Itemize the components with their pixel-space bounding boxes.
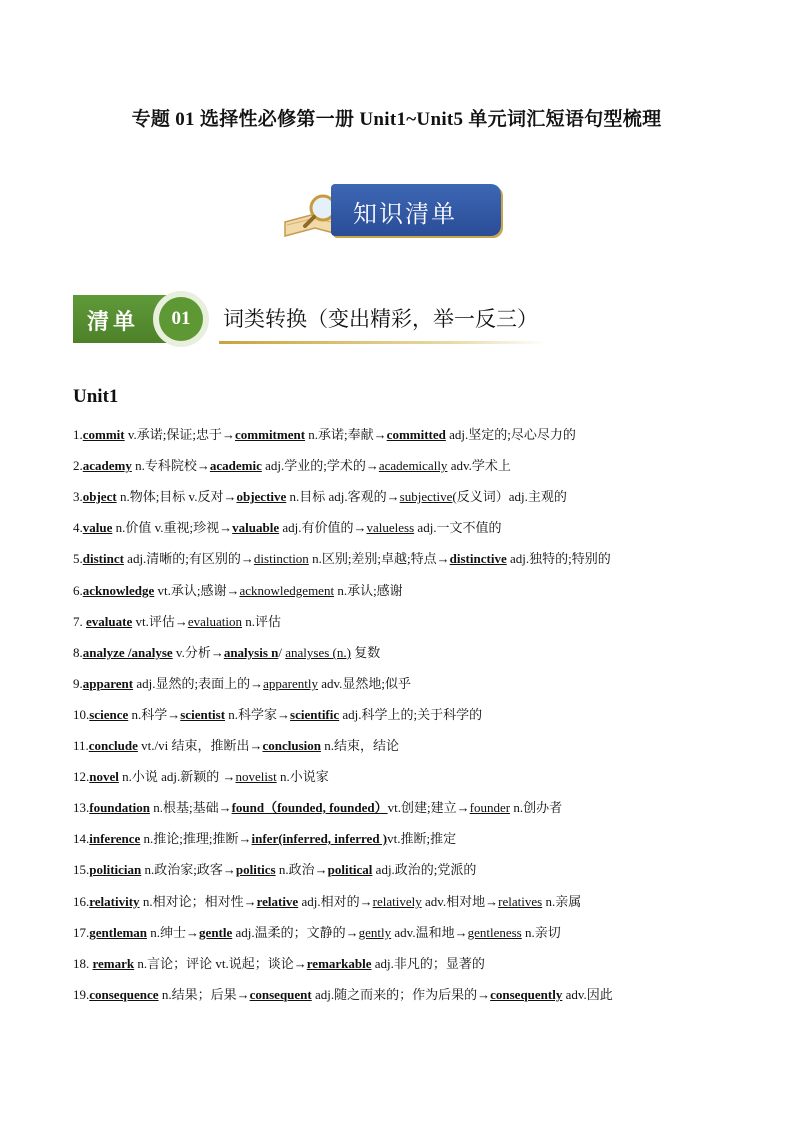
- vocab-entry: [73, 550, 611, 568]
- entry-word: science: [89, 707, 129, 722]
- entry-text: n.价值 v.重视;珍视→: [112, 520, 233, 535]
- entry-word: relatively: [372, 894, 422, 909]
- entry-word: apparently: [263, 676, 318, 691]
- entry-word: acknowledgement: [239, 583, 335, 598]
- entry-text: n.亲属: [542, 894, 582, 909]
- entry-word: gently: [358, 925, 392, 940]
- page-title: 专题 01 选择性必修第一册 Unit1~Unit5 单元词汇短语句型梳理: [131, 109, 662, 130]
- entry-word: founder: [469, 800, 511, 815]
- entry-word: acknowledge: [82, 583, 155, 598]
- entry-word: gentleness: [467, 925, 522, 940]
- entry-text: n.创办者: [510, 800, 563, 815]
- entry-word: politics: [235, 862, 276, 877]
- entry-text: n.承认;感谢: [334, 583, 403, 598]
- entry-text: 12.: [73, 769, 90, 784]
- entry-text: n.小说 adj.新颖的 →: [118, 769, 236, 784]
- vocab-entry: [73, 768, 329, 786]
- entry-text: adj.有价值的→: [279, 520, 367, 535]
- entry-word: gentle: [199, 925, 233, 940]
- vocab-entry: [73, 955, 485, 973]
- entry-text: (反义词）adj.主观的: [452, 489, 567, 504]
- vocab-entry: [73, 830, 456, 848]
- vocab-entry: [73, 737, 399, 755]
- entry-text: vt.承认;感谢→: [154, 583, 240, 598]
- entry-text: 9.: [73, 676, 83, 691]
- entry-text: 16.: [73, 894, 90, 909]
- entry-text: 3.: [73, 489, 83, 504]
- entry-text: v.分析→: [172, 645, 224, 660]
- entry-word: consequently: [490, 987, 563, 1002]
- entry-word: apparent: [82, 676, 134, 691]
- entry-word: academy: [82, 458, 132, 473]
- entry-text: adj.学业的;学术的→: [261, 458, 379, 473]
- section-heading: 词类转换（变出精彩，举一反三）: [223, 307, 538, 331]
- entry-word: valuable: [232, 520, 280, 535]
- vocab-entry: [73, 582, 403, 600]
- entry-text: 13.: [73, 800, 90, 815]
- entry-word: remark: [92, 956, 135, 971]
- entry-text: n.物体;目标 v.反对→: [116, 489, 237, 504]
- entry-text: n.相对论；相对性→: [139, 894, 257, 909]
- entry-word: relatives: [498, 894, 543, 909]
- entry-word: analysis n: [223, 645, 279, 660]
- entry-text: adj.显然的;表面上的→: [133, 676, 264, 691]
- entry-text: n.科学→: [128, 707, 181, 722]
- section-underline: [219, 341, 549, 344]
- entry-word: conclude: [88, 738, 138, 753]
- entry-text: adj.政治的;党派的: [372, 862, 477, 877]
- entry-text: adj.坚定的;尽心尽力的: [445, 427, 576, 442]
- entry-text: adv.相对地→: [421, 894, 499, 909]
- entry-text: n.专科院校→: [131, 458, 210, 473]
- entry-word: foundation: [89, 800, 150, 815]
- entry-text: 8.: [73, 645, 83, 660]
- entry-word: distinct: [82, 551, 124, 566]
- entry-text: 4.: [73, 520, 83, 535]
- section-number: 01: [159, 297, 203, 341]
- entry-text: 11.: [73, 738, 89, 753]
- entry-word: value: [82, 520, 113, 535]
- vocab-entry: [73, 488, 567, 506]
- section-header: [73, 291, 553, 349]
- vocab-entry: [73, 893, 581, 911]
- entry-text: 1.: [73, 427, 83, 442]
- entry-text: n.评估: [242, 614, 282, 629]
- entry-word: politician: [89, 862, 142, 877]
- entry-text: 19.: [73, 987, 90, 1002]
- entry-word: infer(inferred, inferred ): [251, 831, 388, 846]
- entry-text: adv.因此: [562, 987, 613, 1002]
- entry-word: commit: [82, 427, 125, 442]
- entry-text: v.承诺;保证;忠于→: [124, 427, 236, 442]
- entry-word: analyses (n.): [285, 645, 351, 660]
- entry-text: 7.: [73, 614, 86, 629]
- banner-label: 知识清单: [353, 200, 457, 228]
- entry-text: n.政治→: [275, 862, 328, 877]
- entry-text: n.科学家→: [225, 707, 291, 722]
- entry-text: vt.推断;推定: [387, 831, 457, 846]
- vocab-entry: [73, 861, 476, 879]
- entry-word: inference: [89, 831, 141, 846]
- entry-text: n.政治家;政客→: [141, 862, 236, 877]
- entry-text: 复数: [350, 645, 381, 660]
- entry-word: commitment: [235, 427, 306, 442]
- entry-text: n.亲切: [521, 925, 561, 940]
- entry-text: n.结束，结论: [321, 738, 400, 753]
- entry-text: adv.学术上: [447, 458, 511, 473]
- entry-word: distinction: [253, 551, 309, 566]
- entry-word: relativity: [89, 894, 140, 909]
- vocab-entry: [73, 675, 411, 693]
- entry-word: analyze /analyse: [82, 645, 173, 660]
- entry-text: vt./vi 结束，推断出→: [137, 738, 263, 753]
- entry-text: n.结果；后果→: [158, 987, 250, 1002]
- entry-word: consequent: [249, 987, 312, 1002]
- entry-word: scientist: [180, 707, 226, 722]
- entry-word: political: [327, 862, 373, 877]
- entry-text: vt.创建;建立→: [387, 800, 470, 815]
- entry-word: committed: [386, 427, 446, 442]
- entry-text: n.言论；评论 vt.说起；谈论→: [134, 956, 307, 971]
- vocab-entry: [73, 426, 576, 444]
- entry-word: evaluation: [187, 614, 242, 629]
- vocab-entry: [73, 457, 511, 475]
- entry-text: vt.评估→: [132, 614, 188, 629]
- vocab-entry: [73, 986, 613, 1004]
- entry-word: evaluate: [86, 614, 133, 629]
- vocab-entry: [73, 706, 482, 724]
- entry-text: 6.: [73, 583, 83, 598]
- unit-heading: Unit1: [73, 386, 119, 407]
- entry-text: 14.: [73, 831, 90, 846]
- entry-word: academic: [209, 458, 262, 473]
- entry-text: adj.温柔的；文静的→: [232, 925, 359, 940]
- entry-text: adj.科学上的;关于科学的: [339, 707, 483, 722]
- vocab-entry: [73, 519, 502, 537]
- entry-word: remarkable: [306, 956, 372, 971]
- entry-text: adv.显然地;似乎: [317, 676, 411, 691]
- section-tab-label: 清单: [87, 310, 140, 335]
- entry-text: 17.: [73, 925, 90, 940]
- entry-text: n.推论;推理;推断→: [140, 831, 252, 846]
- entry-text: n.绅士→: [147, 925, 200, 940]
- entry-word: found（founded, founded）: [231, 800, 388, 815]
- entry-text: n.区别;差别;卓越;特点→: [308, 551, 450, 566]
- entry-word: novelist: [235, 769, 277, 784]
- vocab-entry: [73, 799, 562, 817]
- entry-text: n.根基;基础→: [149, 800, 232, 815]
- entry-word: gentleman: [89, 925, 148, 940]
- vocab-entry: [73, 613, 281, 631]
- entry-text: adj.非凡的；显著的: [371, 956, 485, 971]
- entry-text: n.小说家: [276, 769, 329, 784]
- entry-text: /: [278, 645, 286, 660]
- entry-text: 18.: [73, 956, 93, 971]
- entry-word: valueless: [366, 520, 415, 535]
- entry-text: 2.: [73, 458, 83, 473]
- entry-text: adj.独特的;特别的: [506, 551, 611, 566]
- entry-word: consequence: [89, 987, 159, 1002]
- entry-word: relative: [256, 894, 299, 909]
- vocab-entry: [73, 644, 380, 662]
- vocab-entry: [73, 924, 561, 942]
- entry-word: object: [82, 489, 117, 504]
- entry-text: n.目标 adj.客观的→: [286, 489, 400, 504]
- entry-text: n.承诺;奉献→: [305, 427, 387, 442]
- entry-text: adj.随之而来的；作为后果的→: [311, 987, 491, 1002]
- entry-text: 15.: [73, 862, 90, 877]
- entry-text: 10.: [73, 707, 90, 722]
- entry-text: adj.清晰的;有区别的→: [123, 551, 254, 566]
- knowledge-list-banner: [281, 182, 507, 240]
- entry-word: academically: [378, 458, 448, 473]
- entry-text: adj.相对的→: [298, 894, 373, 909]
- entry-text: 5.: [73, 551, 83, 566]
- entry-text: adj.一文不值的: [414, 520, 502, 535]
- entry-word: novel: [89, 769, 119, 784]
- entry-word: subjective: [399, 489, 453, 504]
- entry-text: adv.温和地→: [391, 925, 468, 940]
- banner-plate: [331, 184, 501, 236]
- entry-word: distinctive: [449, 551, 507, 566]
- entry-word: objective: [236, 489, 287, 504]
- entry-word: scientific: [290, 707, 340, 722]
- entry-word: conclusion: [262, 738, 322, 753]
